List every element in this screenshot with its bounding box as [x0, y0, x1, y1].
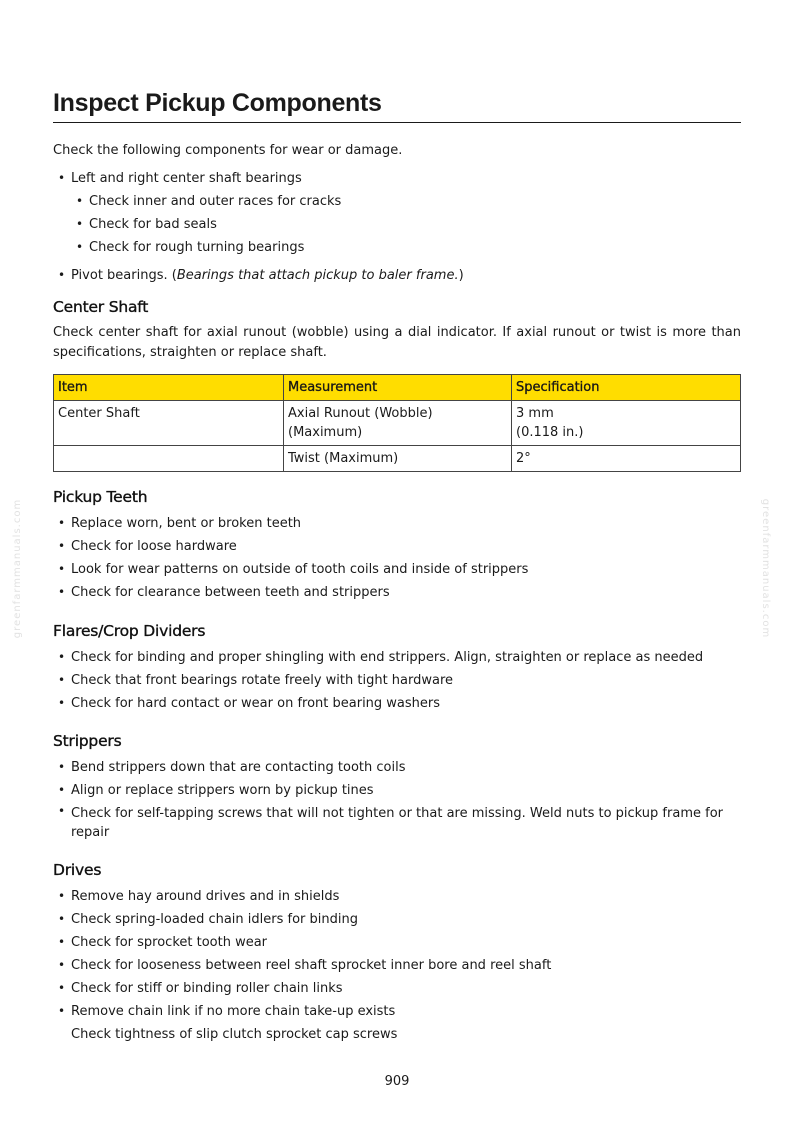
flares-section	[53, 620, 743, 715]
drives-section	[53, 859, 743, 1046]
list-item: • Replace worn, bent or broken teeth	[53, 512, 743, 535]
list-item: • Check for loose hardware	[53, 535, 743, 558]
watermark-right: greenfarmmanuals.com	[760, 498, 772, 639]
table-cell	[54, 446, 284, 472]
section-heading: Pickup Teeth	[53, 488, 148, 506]
table-cell: Axial Runout (Wobble) (Maximum)	[284, 401, 512, 446]
list-item-text: Left and right center shaft bearings	[71, 171, 302, 186]
spec-value-imperial: (0.118 in.)	[516, 425, 584, 440]
list-item: • Bend strippers down that are contacting tooth coils	[53, 756, 743, 779]
watermark-left: greenfarmmanuals.com	[12, 498, 24, 639]
list-item	[53, 264, 743, 287]
table-header: Measurement	[284, 375, 512, 401]
table-header: Item	[54, 375, 284, 401]
table-cell	[512, 401, 741, 446]
section-heading: Strippers	[53, 732, 122, 750]
list-item: • Check for hard contact or wear on front bearing washers	[53, 692, 743, 715]
section-text: Check center shaft for axial runout (wobble) using a dial indicator. If axial runout or twist is more than specifications, straighten or replace shaft.	[53, 325, 741, 360]
sub-list-item: • Check for rough turning bearings	[71, 236, 743, 259]
bullet-list	[53, 885, 743, 1046]
table-cell: Twist (Maximum)	[284, 446, 512, 472]
table-header-row	[54, 375, 741, 401]
bullet-list	[53, 512, 743, 604]
section-heading: Flares/Crop Dividers	[53, 622, 206, 640]
list-item: • Check for looseness between reel shaft sprocket inner bore and reel shaft	[53, 954, 743, 977]
list-item: • Check for stiff or binding roller chain links	[53, 977, 743, 1000]
strippers-section	[53, 730, 743, 842]
bullet-list	[53, 756, 743, 842]
list-item: • Look for wear patterns on outside of tooth coils and inside of strippers	[53, 558, 743, 581]
list-item-suffix: )	[458, 268, 464, 283]
table-row	[54, 446, 741, 472]
list-item: • Remove chain link if no more chain take-up exists	[53, 1000, 743, 1023]
page-number: 909	[384, 1074, 410, 1089]
components-list	[53, 167, 743, 287]
section-heading: Drives	[53, 861, 102, 879]
list-item: • Check for clearance between teeth and strippers	[53, 581, 743, 604]
list-item	[53, 167, 743, 259]
list-item-italic: Bearings that attach pickup to baler frame.	[176, 268, 459, 283]
page-title: Inspect Pickup Components	[53, 86, 741, 123]
pickup-teeth-section	[53, 486, 743, 604]
list-item: • Check that front bearings rotate freely with tight hardware	[53, 669, 743, 692]
list-item: • Check for binding and proper shingling with end strippers. Align, straighten or replace as needed	[53, 646, 743, 669]
list-item: • Remove hay around drives and in shields	[53, 885, 743, 908]
list-item-continuation: Check tightness of slip clutch sprocket cap screws	[71, 1027, 398, 1042]
intro-section	[53, 139, 743, 287]
section-heading: Center Shaft	[53, 298, 149, 316]
sub-list-item: • Check inner and outer races for cracks	[71, 190, 743, 213]
bullet-list	[53, 646, 743, 715]
list-item: • Check for sprocket tooth wear	[53, 931, 743, 954]
center-shaft-section	[53, 296, 743, 363]
sub-list	[71, 190, 743, 259]
list-item: • Check spring-loaded chain idlers for binding	[53, 908, 743, 931]
list-item-text: Pivot bearings. (	[71, 268, 177, 283]
intro-text: Check the following components for wear or damage.	[53, 143, 403, 158]
spec-value: 3 mm	[516, 406, 554, 421]
table-cell: 2°	[512, 446, 741, 472]
table-header: Specification	[512, 375, 741, 401]
sub-list-item: • Check for bad seals	[71, 213, 743, 236]
list-item: • Align or replace strippers worn by pickup tines	[53, 779, 743, 802]
list-item: • Check for self-tapping screws that will not tighten or that are missing. Weld nuts to pickup frame for repair	[53, 802, 743, 842]
table-cell: Center Shaft	[54, 401, 284, 446]
table-row	[54, 401, 741, 446]
spec-table	[53, 374, 741, 472]
